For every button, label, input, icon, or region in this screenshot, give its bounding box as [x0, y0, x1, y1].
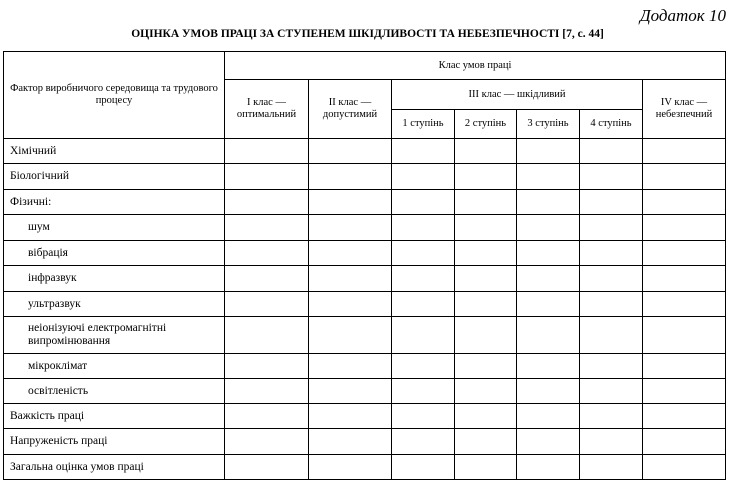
rating-cell[interactable] [309, 455, 392, 480]
rating-cell[interactable] [455, 455, 517, 480]
rating-cell[interactable] [392, 379, 455, 404]
document-title: ОЦІНКА УМОВ ПРАЦІ ЗА СТУПЕНЕМ ШКІДЛИВОСТІ ТА НЕБЕЗПЕЧНОСТІ [7, с. 44] [131, 28, 604, 40]
factor-label: шум [4, 215, 225, 241]
rating-cell[interactable] [225, 455, 309, 480]
class2-header: ІІ клас — допустимий [309, 80, 392, 139]
rating-cell[interactable] [392, 241, 455, 266]
rating-cell[interactable] [580, 139, 643, 164]
rating-cell[interactable] [225, 317, 309, 354]
working-conditions-table [3, 51, 726, 480]
factor-label: Важкість праці [4, 404, 225, 429]
rating-cell[interactable] [643, 266, 726, 292]
rating-cell[interactable] [392, 266, 455, 292]
rating-cell[interactable] [392, 429, 455, 455]
rating-cell[interactable] [225, 266, 309, 292]
rating-cell[interactable] [517, 292, 580, 317]
rating-cell[interactable] [455, 354, 517, 379]
rating-cell[interactable] [392, 354, 455, 379]
rating-cell[interactable] [225, 215, 309, 241]
table-row [4, 354, 726, 379]
rating-cell[interactable] [392, 139, 455, 164]
table-row [4, 429, 726, 455]
rating-cell[interactable] [455, 379, 517, 404]
table-row [4, 215, 726, 241]
class-group-header: Клас умов праці [225, 52, 726, 80]
rating-cell[interactable] [455, 404, 517, 429]
rating-cell[interactable] [309, 139, 392, 164]
factor-label: Напруженість праці [4, 429, 225, 455]
rating-cell[interactable] [309, 190, 392, 215]
rating-cell[interactable] [309, 354, 392, 379]
rating-cell[interactable] [580, 241, 643, 266]
rating-cell[interactable] [392, 404, 455, 429]
factor-label: вібрація [4, 241, 225, 266]
rating-cell[interactable] [225, 241, 309, 266]
rating-cell[interactable] [643, 139, 726, 164]
rating-cell[interactable] [455, 190, 517, 215]
rating-cell[interactable] [643, 455, 726, 480]
rating-cell[interactable] [580, 266, 643, 292]
rating-cell[interactable] [225, 164, 309, 190]
degree-header-1: 1 ступінь [392, 110, 455, 139]
rating-cell[interactable] [517, 317, 580, 354]
rating-cell[interactable] [580, 379, 643, 404]
rating-cell[interactable] [517, 404, 580, 429]
rating-cell[interactable] [517, 241, 580, 266]
factor-label: освітленість [4, 379, 225, 404]
rating-cell[interactable] [580, 429, 643, 455]
rating-cell[interactable] [517, 429, 580, 455]
table-row [4, 404, 726, 429]
rating-cell[interactable] [392, 190, 455, 215]
rating-cell[interactable] [517, 266, 580, 292]
rating-cell[interactable] [643, 292, 726, 317]
rating-cell[interactable] [392, 292, 455, 317]
rating-cell[interactable] [309, 317, 392, 354]
degree-header-2: 2 ступінь [455, 110, 517, 139]
rating-cell[interactable] [643, 429, 726, 455]
class1-header: І клас — оптимальний [225, 80, 309, 139]
factor-label: Фізичні: [4, 190, 225, 215]
rating-cell[interactable] [392, 215, 455, 241]
degree-header-4: 4 ступінь [580, 110, 643, 139]
table-row [4, 241, 726, 266]
rating-cell[interactable] [309, 241, 392, 266]
rating-cell[interactable] [225, 354, 309, 379]
factor-label: Загальна оцінка умов праці [4, 455, 225, 480]
rating-cell[interactable] [580, 404, 643, 429]
table-row [4, 455, 726, 480]
rating-cell[interactable] [309, 164, 392, 190]
rating-cell[interactable] [455, 164, 517, 190]
rating-cell[interactable] [392, 164, 455, 190]
rating-cell[interactable] [392, 317, 455, 354]
table-row [4, 139, 726, 164]
factor-label: ультразвук [4, 292, 225, 317]
rating-cell[interactable] [392, 455, 455, 480]
rating-cell[interactable] [455, 215, 517, 241]
factor-label: Хімічний [4, 139, 225, 164]
rating-cell[interactable] [643, 317, 726, 354]
rating-cell[interactable] [309, 215, 392, 241]
rating-cell[interactable] [580, 292, 643, 317]
rating-cell[interactable] [225, 292, 309, 317]
rating-cell[interactable] [309, 292, 392, 317]
rating-cell[interactable] [580, 354, 643, 379]
rating-cell[interactable] [517, 379, 580, 404]
rating-cell[interactable] [643, 241, 726, 266]
factor-label: інфразвук [4, 266, 225, 292]
rating-cell[interactable] [580, 164, 643, 190]
rating-cell[interactable] [517, 455, 580, 480]
rating-cell[interactable] [643, 379, 726, 404]
degree-header-3: 3 ступінь [517, 110, 580, 139]
table-row [4, 292, 726, 317]
rating-cell[interactable] [309, 404, 392, 429]
rating-cell[interactable] [225, 139, 309, 164]
rating-cell[interactable] [643, 164, 726, 190]
rating-cell[interactable] [517, 164, 580, 190]
factor-label: Біологічний [4, 164, 225, 190]
rating-cell[interactable] [455, 292, 517, 317]
rating-cell[interactable] [225, 429, 309, 455]
rating-cell[interactable] [309, 266, 392, 292]
rating-cell[interactable] [455, 429, 517, 455]
rating-cell[interactable] [643, 404, 726, 429]
rating-cell[interactable] [580, 190, 643, 215]
rating-cell[interactable] [580, 455, 643, 480]
rating-cell[interactable] [225, 404, 309, 429]
table-row [4, 164, 726, 190]
rating-cell[interactable] [455, 317, 517, 354]
table-row [4, 379, 726, 404]
rating-cell[interactable] [517, 190, 580, 215]
factor-column-header: Фактор виробничого середовища та трудового процесу [4, 52, 225, 139]
rating-cell[interactable] [225, 190, 309, 215]
table-row [4, 317, 726, 354]
rating-cell[interactable] [309, 379, 392, 404]
rating-cell[interactable] [643, 215, 726, 241]
factor-label: неіонізуючі електромагнітні випромінювання [4, 317, 225, 354]
factor-label: мікроклімат [4, 354, 225, 379]
rating-cell[interactable] [580, 215, 643, 241]
appendix-label: Додаток 10 [639, 6, 726, 25]
class3-header: ІІІ клас — шкідливий [392, 80, 643, 110]
rating-cell[interactable] [517, 139, 580, 164]
rating-cell[interactable] [455, 241, 517, 266]
rating-cell[interactable] [455, 139, 517, 164]
rating-cell[interactable] [517, 354, 580, 379]
rating-cell[interactable] [517, 215, 580, 241]
table-row [4, 266, 726, 292]
class4-header: ІV клас — небезпечний [643, 80, 726, 139]
rating-cell[interactable] [643, 354, 726, 379]
rating-cell[interactable] [455, 266, 517, 292]
table-row [4, 190, 726, 215]
rating-cell[interactable] [643, 190, 726, 215]
rating-cell[interactable] [225, 379, 309, 404]
rating-cell[interactable] [309, 429, 392, 455]
rating-cell[interactable] [580, 317, 643, 354]
